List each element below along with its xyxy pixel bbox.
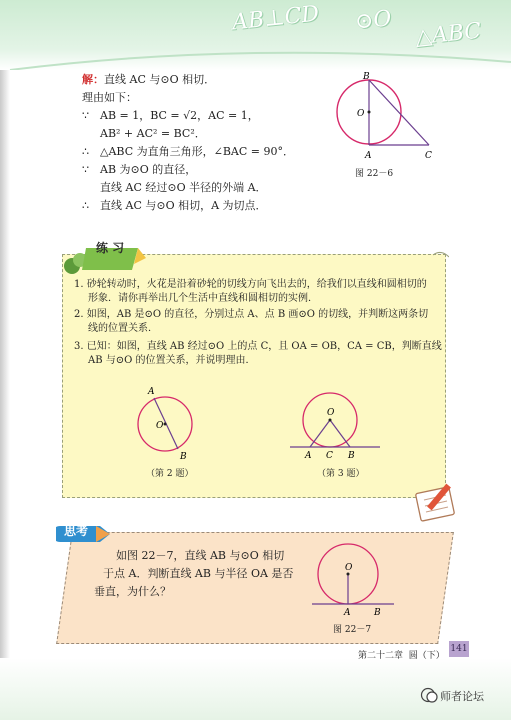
- solution-step: ∴ 直线 AC 与⊙O 相切，A 为切点．: [82, 199, 267, 212]
- exercise-badge: 练 习: [96, 241, 125, 255]
- label-b: B: [348, 451, 355, 461]
- label-o: O: [327, 408, 335, 418]
- page-shadow: [0, 0, 10, 720]
- exercise-figure-3-caption: （第 3 题）: [317, 469, 365, 479]
- solution-conclusion: 直线 AC 与⊙O 相切．: [104, 73, 216, 86]
- figure-22-6-caption: 图 22－6: [355, 169, 394, 179]
- label-o: O: [357, 109, 365, 119]
- solution-first-line: [82, 73, 215, 87]
- watermark-text: 师者论坛: [440, 690, 484, 703]
- label-a: A: [344, 608, 351, 618]
- exercise-item-2: 2. 如图，AB 是⊙O 的直径，分别过点 A、点 B 画⊙O 的切线，并判断这两条切 线的位置关系．: [74, 309, 429, 334]
- exercise-item-1: 1. 砂轮转动时，火花是沿着砂轮的切线方向飞出去的，给我们以直线和圆相切的 形象．请你再举出几个生活中直线和圆相切的实例．: [74, 279, 427, 304]
- reason-title: 理由如下：: [82, 91, 137, 104]
- solution-step: ∵ AB = 1，BC = √2，AC = 1，: [82, 109, 259, 122]
- label-o: O: [345, 563, 353, 573]
- label-b: B: [374, 608, 381, 618]
- segment-bc: [369, 80, 429, 145]
- think-question-line: 垂直，为什么？: [94, 585, 171, 598]
- solution-step: ∴ △ABC 为直角三角形，∠BAC = 90°．: [82, 145, 294, 158]
- figure-22-6: [325, 70, 445, 180]
- solution-label: 解：: [82, 73, 104, 86]
- label-b: B: [180, 452, 187, 462]
- label-c: C: [326, 451, 333, 461]
- figure-22-7-caption: 图 22－7: [333, 625, 372, 635]
- header-symbol-triangle: △ABC: [413, 18, 483, 51]
- header-symbol-circle: ⊙O: [353, 6, 393, 35]
- label-c: C: [425, 151, 432, 161]
- chapter-label: 第二十二章 圆（下）: [358, 651, 445, 661]
- exercise-figure-2-caption: （第 2 题）: [146, 469, 194, 479]
- page-number: 141: [449, 641, 469, 657]
- header-band: [0, 0, 511, 70]
- segment-ob: [330, 420, 350, 447]
- header-symbol-perpendicular: AB⊥CD: [230, 1, 321, 36]
- label-a: A: [365, 151, 372, 161]
- think-badge: 思考: [64, 524, 89, 538]
- label-o: O: [156, 421, 164, 431]
- corner-curl: [433, 249, 449, 265]
- figure-22-7: [310, 540, 400, 620]
- label-a: A: [148, 387, 155, 397]
- notepad-pencil-icon: [408, 478, 462, 524]
- exercise-figure-2: [128, 384, 208, 464]
- label-b: B: [363, 72, 370, 82]
- segment-oa: [310, 420, 330, 447]
- wechat-logo-icon: [420, 686, 438, 704]
- label-a: A: [305, 451, 312, 461]
- exercise-figure-3: [288, 384, 388, 464]
- exercise-item-3: 3. 已知：如图，直线 AB 经过⊙O 上的点 C，且 OA = OB，CA = CB，判断直线 AB 与⊙O 的位置关系，并说明理由．: [74, 341, 442, 366]
- think-question-line: 于点 A．判断直线 AB 与半径 OA 是否: [103, 567, 294, 580]
- solution-step: 直线 AC 经过⊙O 半径的外端 A．: [100, 181, 267, 194]
- solution-step: AB² + AC² = BC²．: [100, 127, 206, 140]
- solution-step: ∵ AB 为⊙O 的直径，: [82, 163, 197, 176]
- think-question-line: 如图 22－7，直线 AB 与⊙O 相切: [116, 549, 285, 562]
